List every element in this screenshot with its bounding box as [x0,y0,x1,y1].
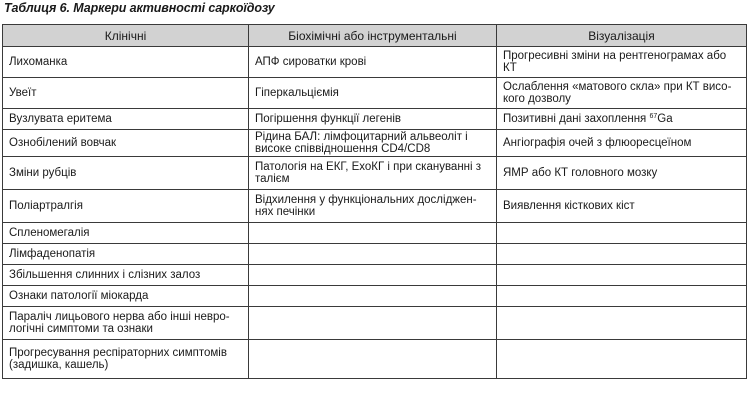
table-cell: Спленомегалія [3,223,249,244]
header-clinical: Клінічні [3,25,249,47]
header-visualization: Візуалізація [497,25,747,47]
table-cell: Виявлення кісткових кіст [497,190,747,223]
gallium-prefix: Позитивні дані захоплення [503,113,650,125]
table-cell [249,244,497,265]
table-cell: Лихоманка [3,47,249,78]
table-cell: Ослаблення «матового скла» при КТ високого дозволу [497,78,747,109]
table-cell [249,265,497,286]
table-row [3,130,747,157]
table-row [3,244,747,265]
table-cell: Відхилення у функціональних дослідженнях печінки [249,190,497,223]
table-cell: Вузлувата еритема [3,109,249,130]
table-cell: ЯМР або КТ головного мозку [497,157,747,190]
table-row [3,47,747,78]
gallium-symbol: Ga [657,113,673,125]
table-row [3,307,747,340]
table-cell-gallium [497,109,747,130]
table-cell: Ознобілений вовчак [3,130,249,157]
table-row [3,223,747,244]
table-cell: Рідина БАЛ: лімфоцитарний альвеоліт і високе співвідношення CD4/CD8 [249,130,497,157]
table-cell: Погіршення функції легенів [249,109,497,130]
table-cell: Параліч лицьового нерва або інші неврологічні симптоми та ознаки [3,307,249,340]
table-cell [249,223,497,244]
table-cell [497,244,747,265]
table-cell: Ангіографія очей з флюоресцеїном [497,130,747,157]
table-cell: Ознаки патології міокарда [3,286,249,307]
table-header-row [3,25,747,47]
table-caption: Таблиця 6. Маркери активності саркоїдозу [4,1,275,15]
table-cell [497,286,747,307]
table-cell: Прогресування респіраторних симптомів (задишка, кашель) [3,340,249,379]
table-cell: Поліартралгія [3,190,249,223]
table-cell [249,340,497,379]
table-cell: АПФ сироватки крові [249,47,497,78]
table-row [3,109,747,130]
table-cell: Зміни рубців [3,157,249,190]
sarcoidosis-activity-markers-table [2,24,747,379]
table-cell: Лімфаденопатія [3,244,249,265]
header-biochemical: Біохімічні або інструментальні [249,25,497,47]
table-cell: Увеїт [3,78,249,109]
table-cell: Прогресивні зміни на рентгенограмах або КТ [497,47,747,78]
table-cell [249,286,497,307]
table-cell: Гіперкальціємія [249,78,497,109]
table-row [3,265,747,286]
table-row [3,286,747,307]
table-cell [497,307,747,340]
table-row [3,340,747,379]
table-row [3,190,747,223]
table-cell [497,340,747,379]
table-cell: Збільшення слинних і слізних залоз [3,265,249,286]
gallium-superscript: 67 [649,113,658,120]
table-cell [497,223,747,244]
table-cell: Патологія на ЕКГ, ЕхоКГ і при скануванні з талієм [249,157,497,190]
table-cell [249,307,497,340]
table-row [3,78,747,109]
table-cell [497,265,747,286]
table-row [3,157,747,190]
